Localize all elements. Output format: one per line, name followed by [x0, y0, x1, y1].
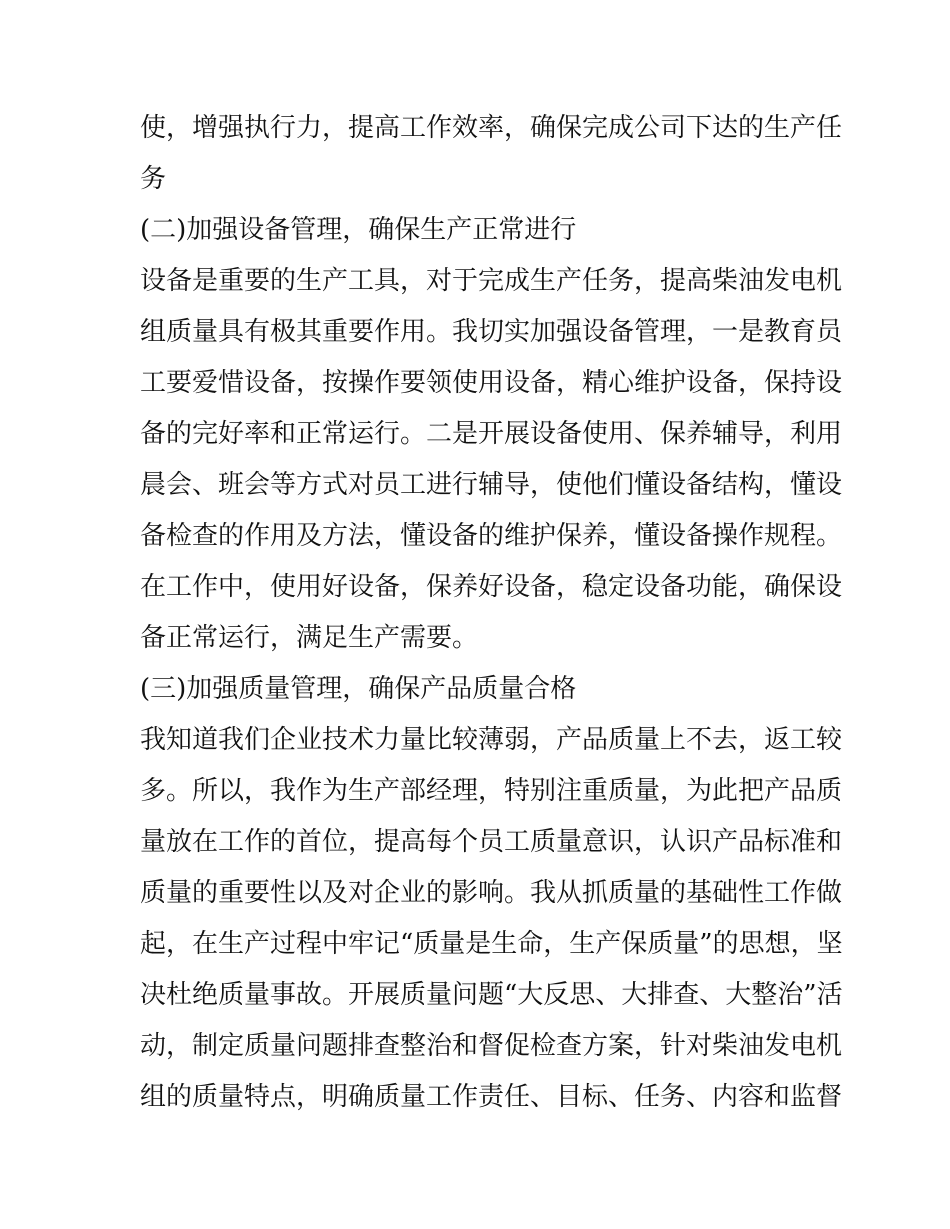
- text-line: 质量的重要性以及对企业的影响。我从抓质量的基础性工作做: [140, 878, 843, 908]
- text-line: 备检查的作用及方法，懂设备的维护保养，懂设备操作规程。: [140, 521, 843, 551]
- text-line: 晨会、班会等方式对员工进行辅导，使他们懂设备结构，懂设: [140, 470, 843, 500]
- text-line: 多。所以，我作为生产部经理，特别注重质量，为此把产品质: [140, 776, 843, 806]
- text-line: 量放在工作的首位，提高每个员工质量意识，认识产品标准和: [140, 827, 843, 857]
- text-line: 在工作中，使用好设备，保养好设备，稳定设备功能，确保设: [140, 572, 843, 602]
- text-line: 动，制定质量问题排查整治和督促检查方案，针对柴油发电机: [140, 1031, 843, 1061]
- text-line: 我知道我们企业技术力量比较薄弱，产品质量上不去，返工较: [140, 725, 843, 755]
- section-heading: (三)加强质量管理，确保产品质量合格: [140, 674, 577, 704]
- text-line: 决杜绝质量事故。开展质量问题“大反思、大排查、大整治”活: [140, 980, 843, 1010]
- text-line: 使，增强执行力，提高工作效率，确保完成公司下达的生产任: [140, 113, 843, 143]
- text-line: 起，在生产过程中牢记“质量是生命，生产保质量”的思想，坚: [140, 929, 843, 959]
- text-line: 务: [140, 164, 167, 194]
- text-line: 备正常运行，满足生产需要。: [140, 623, 479, 653]
- text-line: 备的完好率和正常运行。二是开展设备使用、保养辅导，利用: [140, 419, 843, 449]
- body-text: [140, 103, 843, 1123]
- text-line: 组的质量特点，明确质量工作责任、目标、任务、内容和监督: [140, 1082, 843, 1112]
- text-line: 组质量具有极其重要作用。我切实加强设备管理，一是教育员: [140, 317, 843, 347]
- text-line: 工要爱惜设备，按操作要领使用设备，精心维护设备，保持设: [140, 368, 843, 398]
- text-line: 设备是重要的生产工具，对于完成生产任务，提高柴油发电机: [140, 266, 843, 296]
- section-heading: (二)加强设备管理，确保生产正常进行: [140, 215, 577, 245]
